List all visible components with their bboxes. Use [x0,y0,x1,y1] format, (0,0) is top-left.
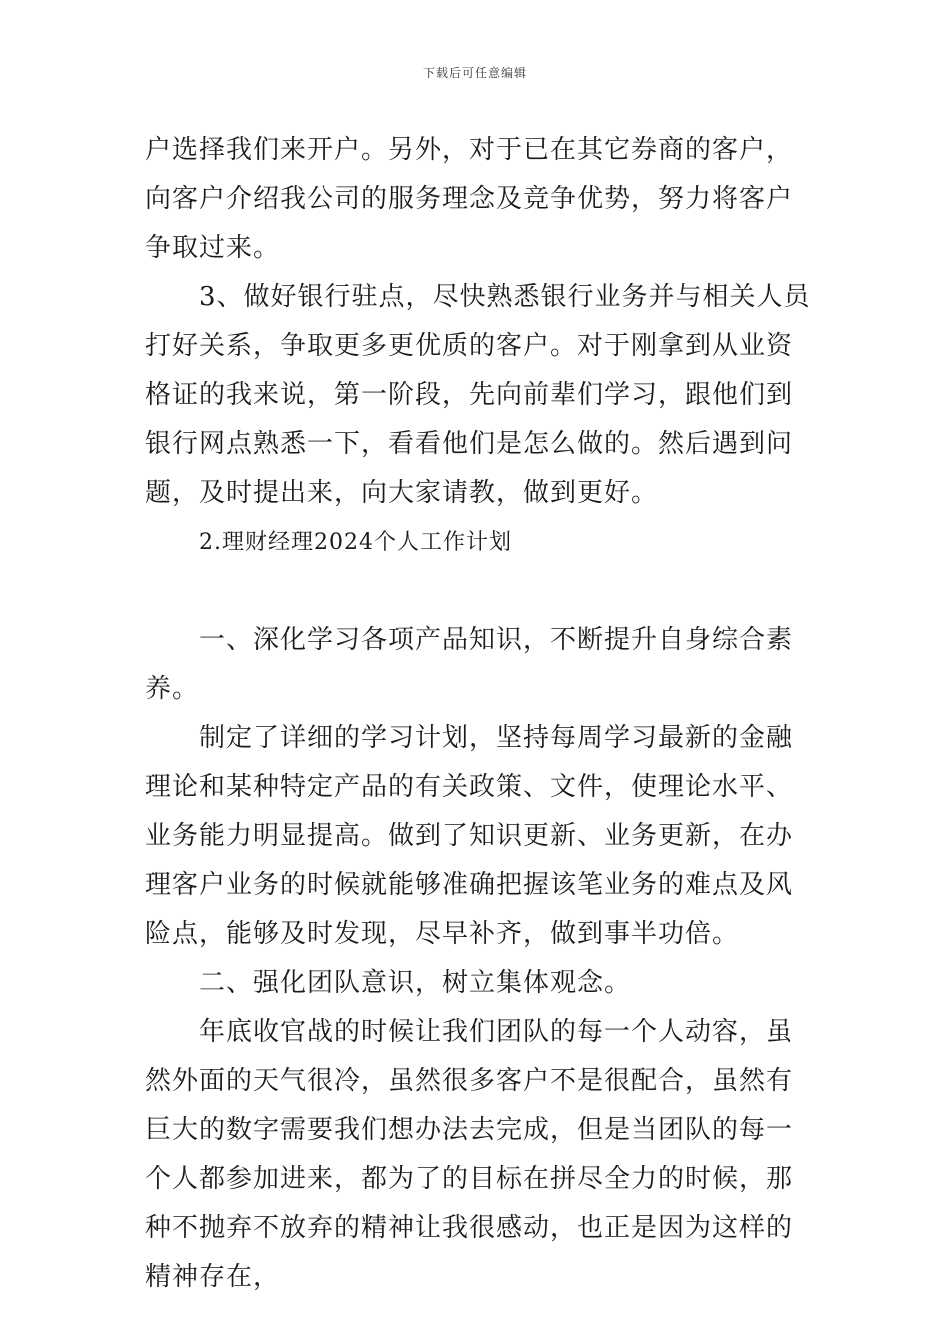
paragraph-study-plan: 制定了详细的学习计划，坚持每周学习最新的金融理论和某种特定产品的有关政策、文件，使理论水平、业务能力明显提高。做到了知识更新、业务更新，在办理客户业务的时候就能够准确把握该笔业务的难点及风险点，能够及时发现，尽早补齐，做到事半功倍。 [145,723,794,949]
paragraph-continuation: 户选择我们来开户。另外，对于已在其它券商的客户，向客户介绍我公司的服务理念及竞争优势，努力将客户争取过来。 [145,135,794,263]
subheading-two: 二、强化团队意识，树立集体观念。 [199,968,632,998]
blank-line [145,567,815,616]
paragraph-item-3: 3、做好银行驻点，尽快熟悉银行业务并与相关人员打好关系，争取更多更优质的客户。对于刚拿到从业资格证的我来说，第一阶段，先向前辈们学习，跟他们到银行网点熟悉一下，看看他们是怎么做的。然后遇到问题，及时提出来，向大家请教，做到更好。 [145,282,811,508]
paragraph-team: 年底收官战的时候让我们团队的每一个人动容，虽然外面的天气很冷，虽然很多客户不是很配合，虽然有巨大的数字需要我们想办法去完成，但是当团队的每一个人都参加进来，都为了的目标在拼尽全力的时候，那种不抛弃不放弃的精神让我很感动，也正是因为这样的精神存在， [145,1017,794,1292]
subheading-one: 一、深化学习各项产品知识，不断提升自身综合素养。 [145,625,794,704]
page-header: 下载后可任意编辑 [422,66,527,80]
section-title: 2.理财经理2024个人工作计划 [199,530,512,555]
document-body [145,126,815,1302]
